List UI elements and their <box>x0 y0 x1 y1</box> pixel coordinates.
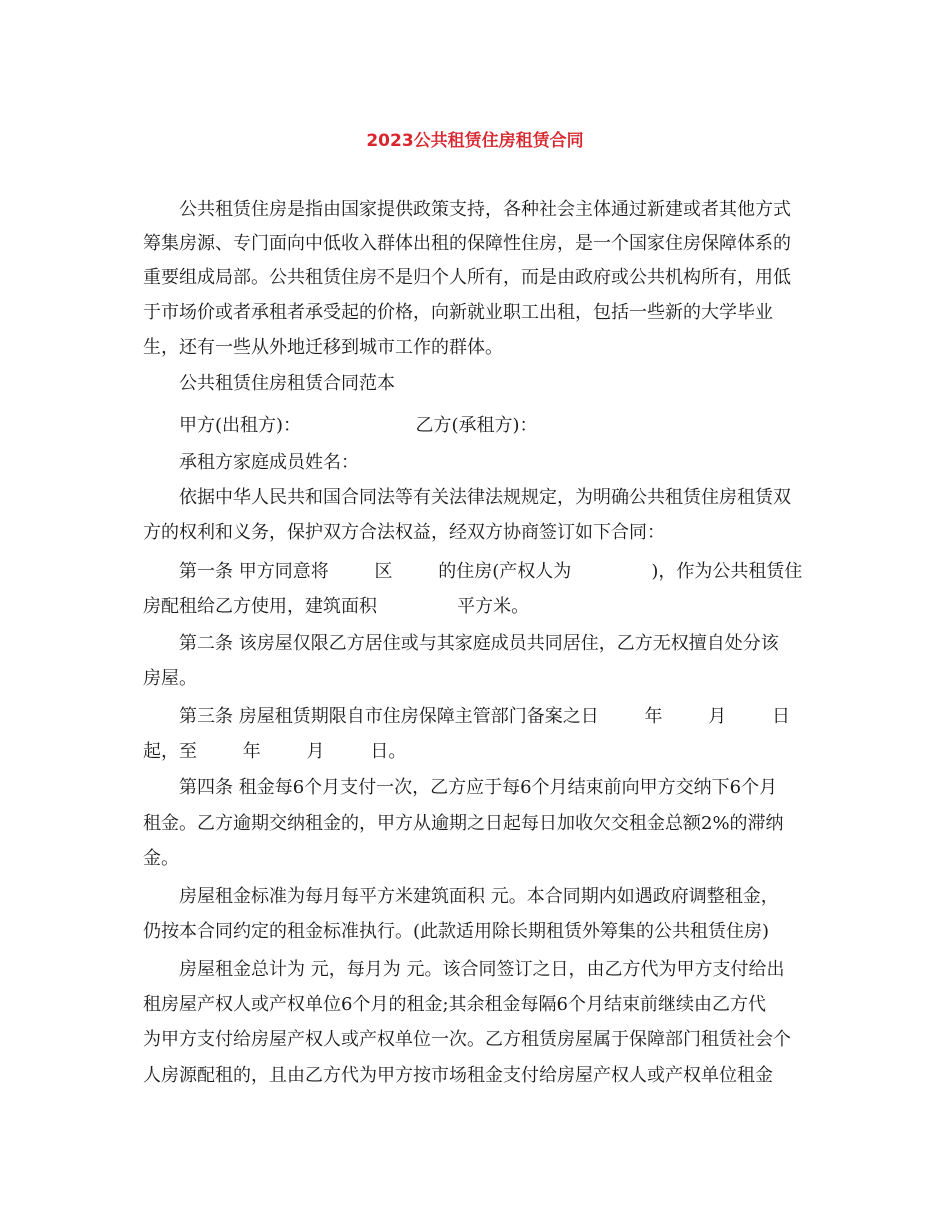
section-heading: 公共租赁住房租赁合同范本 <box>179 373 395 394</box>
clause-line: 房配租给乙方使用，建筑面积 平方米。 <box>143 596 530 617</box>
paragraph-line: 于市场价或者承租者承受起的价格，向新就业职工出租，包括一些新的大学毕业 <box>143 302 773 323</box>
paragraph-line: 仍按本合同约定的租金标准执行。(此款适用除长期租赁外筹集的公共租赁住房) <box>143 921 770 942</box>
paragraph-line: 租房屋产权人或产权单位6个月的租金;其余租金每隔6个月结束前继续由乙方代 <box>143 994 766 1015</box>
clause-line: 第二条 该房屋仅限乙方居住或与其家庭成员共同居住，乙方无权擅自处分该 <box>179 633 779 654</box>
clause-line: 第四条 租金每6个月支付一次，乙方应于每6个月结束前向甲方交纳下6个月 <box>179 777 778 798</box>
paragraph-line: 为甲方支付给房屋产权人或产权单位一次。乙方租赁房屋属于保障部门租赁社会个 <box>143 1029 791 1050</box>
paragraph-line: 依据中华人民共和国合同法等有关法律法规规定，为明确公共租赁住房租赁双 <box>179 487 791 508</box>
clause-line: 租金。乙方逾期交纳租金的，甲方从逾期之日起每日加收欠交租金总额2%的滞纳 <box>143 813 784 834</box>
clause-line: 第三条 房屋租赁期限自市住房保障主管部门备案之日 年 月 日 <box>179 706 791 727</box>
clause-line: 房屋。 <box>143 668 197 689</box>
paragraph-line: 公共租赁住房是指由国家提供政策支持，各种社会主体通过新建或者其他方式 <box>179 199 791 220</box>
document-title: 2023公共租赁住房租赁合同 <box>366 131 584 151</box>
clause-line: 第一条 甲方同意将 区 的住房(产权人为 )，作为公共租赁住 <box>179 561 803 582</box>
paragraph-line: 筹集房源、专门面向中低收入群体出租的保障性住房，是一个国家住房保障体系的 <box>143 233 791 254</box>
family-members-line: 承租方家庭成员姓名： <box>179 452 359 473</box>
paragraph-line: 生，还有一些从外地迁移到城市工作的群体。 <box>143 337 503 358</box>
paragraph-line: 人房源配租的，且由乙方代为甲方按市场租金支付给房屋产权人或产权单位租金 <box>143 1065 773 1086</box>
paragraph-line: 重要组成局部。公共租赁住房不是归个人所有，而是由政府或公共机构所有，用低 <box>143 267 791 288</box>
paragraph-line: 房屋租金总计为 元，每月为 元。该合同签订之日，由乙方代为甲方支付给出 <box>179 959 785 980</box>
paragraph-line: 房屋租金标准为每月每平方米建筑面积 元。本合同期内如遇政府调整租金， <box>179 886 779 907</box>
clause-line: 起，至 年 月 日。 <box>143 741 407 762</box>
clause-line: 金。 <box>143 848 179 869</box>
paragraph-line: 方的权利和义务，保护双方合法权益，经双方协商签订如下合同： <box>143 522 665 543</box>
party-line: 甲方(出租方)： 乙方(承租方)： <box>179 415 538 436</box>
